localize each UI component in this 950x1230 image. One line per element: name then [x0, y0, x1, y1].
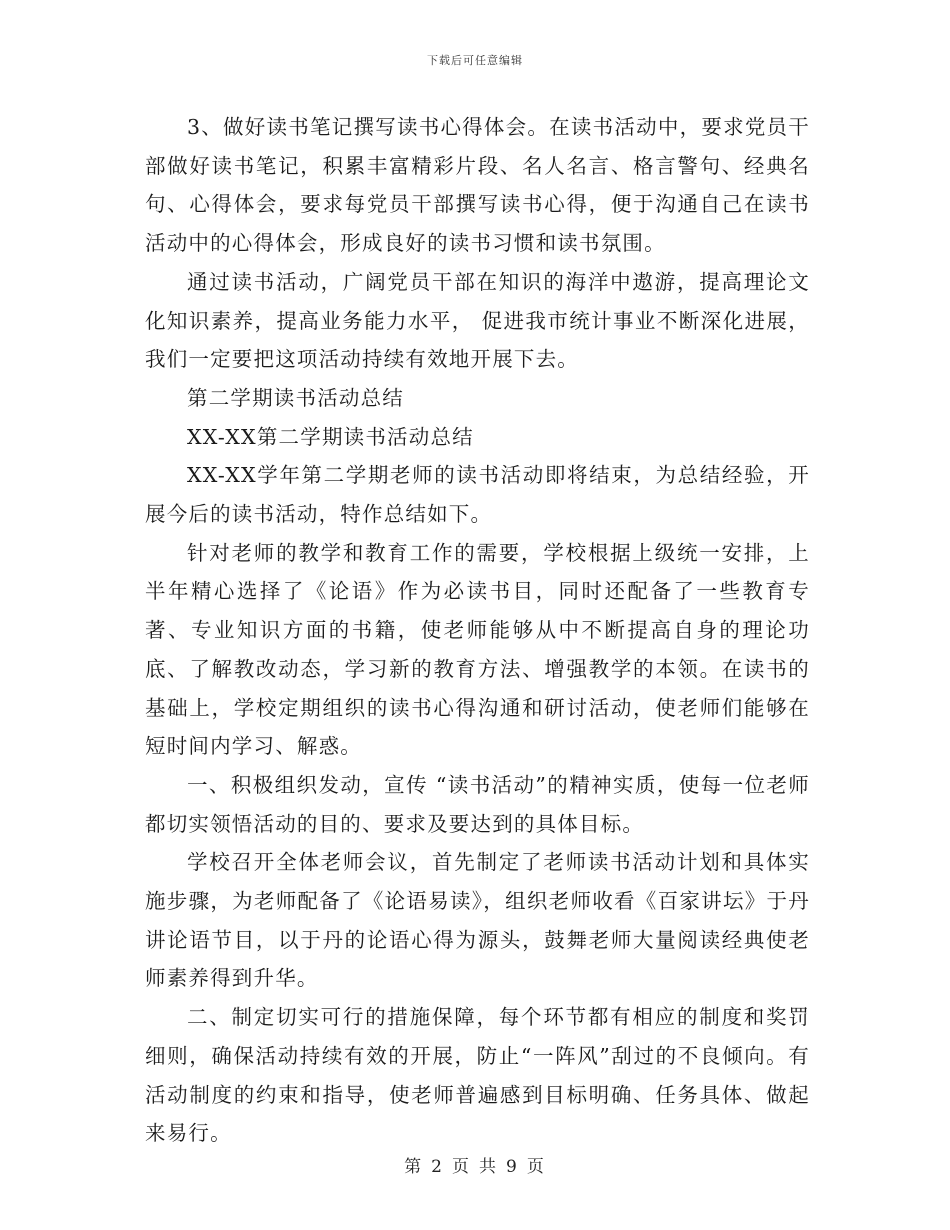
- paragraph-point-two: 二、制定切实可行的措施保障，每个环节都有相应的制度和奖罚细则，确保活动持续有效的开展，防止“一阵风”刮过的不良倾向。有活动制度的约束和指导，使老师普遍感到目标明确、任务具体、做起来易行。: [145, 1005, 810, 1146]
- paragraph-book-selection: 针对老师的教学和教育工作的需要，学校根据上级统一安排，上半年精心选择了《论语》作为必读书目，同时还配备了一些教育专著、专业知识方面的书籍，使老师能够从中不断提高自身的理论功底、了解教改动态，学习新的教育方法、增强教学的本领。在读书的基础上，学校定期组织的读书心得沟通和研讨活动，使老师们能够在短时间内学习、解惑。: [145, 540, 810, 759]
- page-header-note: 下载后可任意编辑: [427, 54, 523, 67]
- paragraph-point-one: 一、积极组织发动，宣传 “读书活动”的精神实质，使每一位老师都切实领悟活动的目的、要求及要达到的具体目标。: [145, 772, 810, 836]
- page-label-suffix: 页: [526, 1157, 546, 1177]
- paragraph-conclusion: 通过读书活动，广阔党员干部在知识的海洋中遨游，提高理论文化知识素养，提高业务能力水平， 促进我市统计事业不断深化进展，我们一定要把这项活动持续有效地开展下去。: [145, 269, 810, 372]
- paragraph-intro: XX-XX学年第二学期老师的读书活动即将结束，为总结经验，开展今后的读书活动，特作总结如下。: [145, 463, 810, 527]
- paragraph-teacher-meeting: 学校召开全体老师会议，首先制定了老师读书活动计划和具体实施步骤，为老师配备了《论语易读》，组织老师收看《百家讲坛》于丹讲论语节目，以于丹的论语心得为源头，鼓舞老师大量阅读经典使老师素养得到升华。: [145, 850, 810, 991]
- section-subtitle: XX-XX第二学期读书活动总结: [187, 424, 474, 449]
- paragraph-reading-notes: 3、做好读书笔记撰写读书心得体会。在读书活动中，要求党员干部做好读书笔记，积累丰富精彩片段、名人名言、格言警句、经典名句、心得体会，要求每党员干部撰写读书心得，便于沟通自己在读书活动中的心得体会，形成良好的读书习惯和读书氛围。: [145, 115, 810, 256]
- page-number-footer: [0, 1152, 950, 1177]
- page-label-mid: 页: [452, 1157, 471, 1177]
- current-page-number: 2: [431, 1157, 444, 1177]
- total-label: 共: [479, 1157, 498, 1177]
- section-title: 第二学期读书活动总结: [187, 385, 404, 410]
- total-pages-number: 9: [506, 1157, 519, 1177]
- page-label-prefix: 第: [404, 1157, 424, 1177]
- document-body: [145, 108, 810, 1153]
